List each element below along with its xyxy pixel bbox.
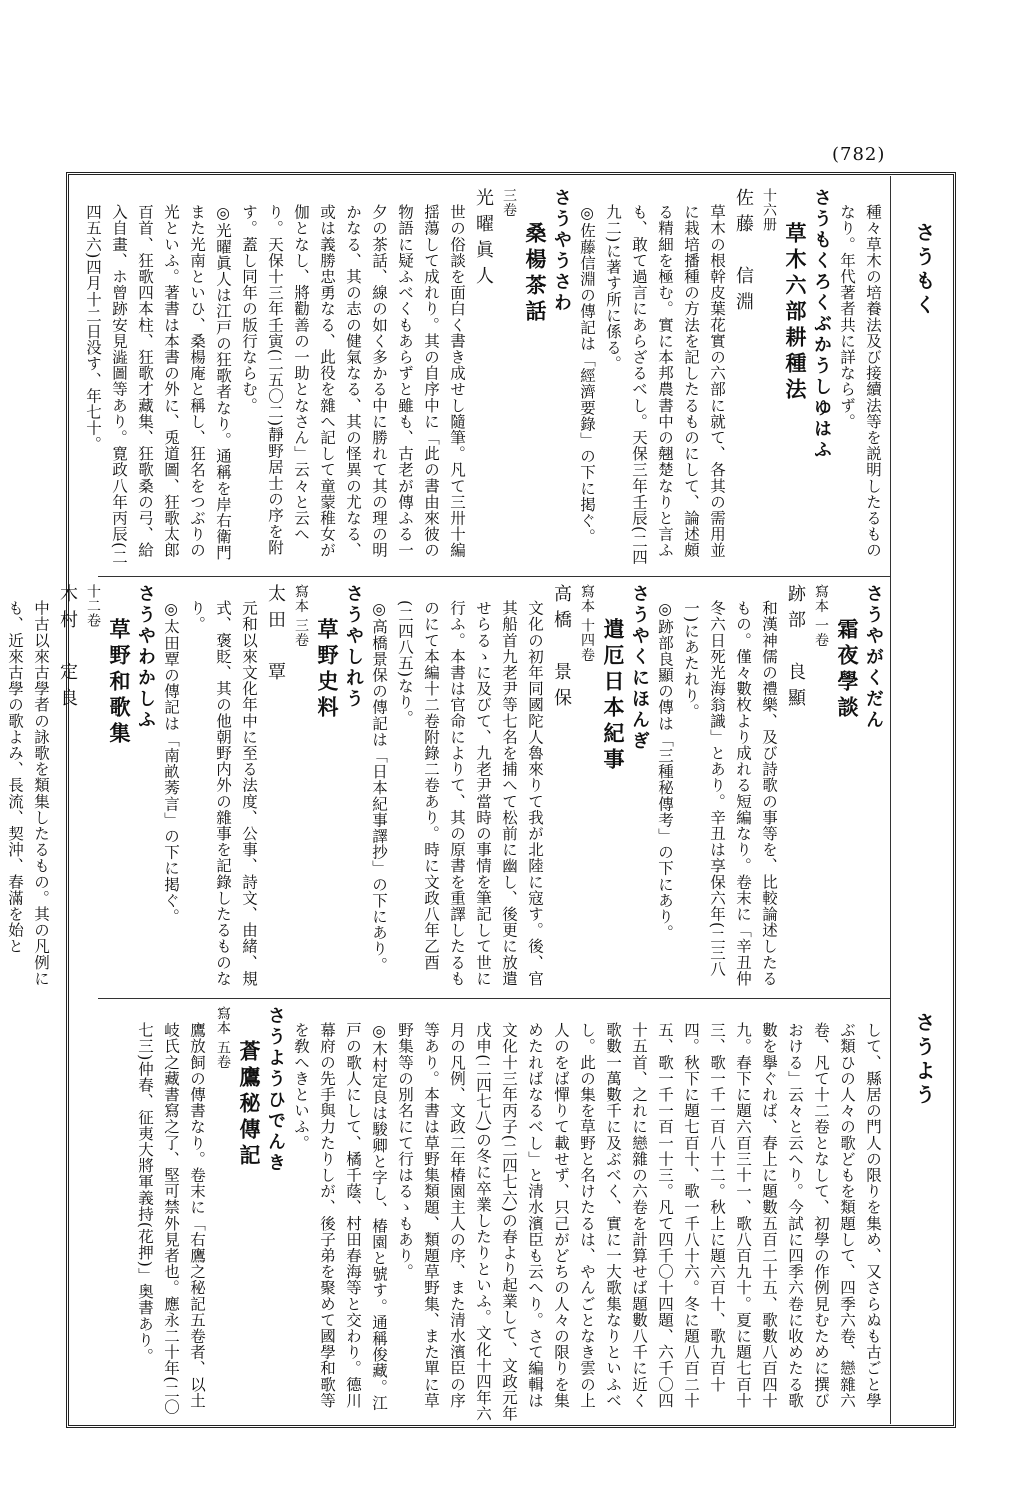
upper-block-text: ◎佐藤信淵の傳記は「經濟要錄」の下に掲ぐ。 <box>578 204 596 545</box>
upper-block-text: ◎光曜眞人は江戸の狂歌者なり。通稱を岸右衛門また光南といひ、桑楊庵と稱し、狂名をつぶりの光といふ。著書は本書の外に、兎道圖、狂歌太郎百首、狂歌四本柱、狂歌才藏集、狂歌桑の弓、給入自畫、ホ曾跡安見澁圖等あり。寛政八年丙辰(二四五六)四月十二日没す、年七十。 <box>84 204 232 565</box>
divider-upper <box>98 576 890 577</box>
lower-block-kana: さうようひでんき <box>265 1006 286 1174</box>
upper-block-text: 種々草木の培養法及び接續法等を説明したるものなり。年代著者共に詳ならず。 <box>838 204 882 559</box>
middle-block <box>6 584 886 992</box>
upper-block-author: 佐藤 信淵 <box>733 188 754 318</box>
middle-block-title: 草野史料 <box>315 618 340 722</box>
middle-block-author: 高橋 景保 <box>551 584 572 714</box>
running-head-top: さうもく <box>912 222 936 318</box>
middle-block-title: 草野和歌集 <box>107 618 132 748</box>
middle-block-text: 元和以來文化年中に至る法度、公事、詩文、由緒、規式、褒貶、其の他朝野内外の雜事を記錄したるものなり。 <box>188 600 258 987</box>
upper-block-vol: 三卷 <box>501 188 517 218</box>
middle-block-kana: さうやがくだん <box>863 584 884 731</box>
lower-block-title: 蒼鷹秘傳記 <box>237 1040 262 1170</box>
lower-block-vol: 寫本 五卷 <box>215 1006 231 1070</box>
upper-block-vol: 十六册 <box>761 188 777 232</box>
middle-block-text: 文化の初年同國陀人魯來りて我が北陸に寇す。後、官其船首九老尹等七名を捕へて松前に幽し、後更に放遣せらるゝに及びて、九老尹當時の事情を筆記して世に行ふ。本書は官命によりて、其の原書を重譯したるものにて本編十二卷附錄二卷あり。時に文政八年乙酉(二四八五)なり。 <box>396 600 544 987</box>
upper-block-kana: さうやうさわ <box>551 188 572 314</box>
middle-block-vol: 寫本 十四卷 <box>579 584 595 663</box>
page-number: (782) <box>832 144 886 165</box>
running-head-bottom: さうよう <box>912 1012 936 1108</box>
middle-block-text: 和漢神儒の禮樂、及び詩歌の事等を、比較論述したるもの。僅々數枚より成れる短編なり。卷末に「辛丑仲冬六日死光海翁識」とあり。辛丑は享保六年(二三八一)にあたれり。 <box>682 600 778 987</box>
lower-block-text: して、縣居の門人の限りを集め、又さらぬも古ごと學ぶ類ひの人々の歌どもを類題して、四季六卷、戀雜六卷、凡て十二卷となして、初學の作例見むために撰びおける」云々と云へり。今試に四季六卷に收めたる歌數を擧ぐれば、春上に題數五百二十五、歌數八百四十九。春下に題六百三十一、歌八百九十。夏に題七百十三、歌一千一百八十二。秋上に題六百十、歌九百十四。秋下に題七百十、歌一千八十六。冬に題八百二十五、歌一千一百一十三。凡て四千〇十四題、六千〇四十五首、之れに戀雜の六卷を計算せば題數八千に近く歌數一萬數千に及ぶべく、實に一大歌集なりといふべし。此の集を草野と名けたるは、やんごとなき雲の上人のをば憚りて載せず、只己がどちの人々の限りを集めたればなるべし」と清水濱臣も云へり。さて編輯は文化十三年丙子(二四七六)の春より起業して、文政元年戊申(二四七八)の冬に卒業したりといふ。文化十四年六月の凡例、文政二年椿園主人の序、また清水濱臣の序等あり。本書は草野集類題、類題草野集、また單に草野集等の別名にて行はるゝもあり。 <box>396 1022 882 1422</box>
upper-block-author: 光曜眞人 <box>473 188 494 292</box>
lower-block-text: ◎木村定良は駿卿と字し、椿園と號す。通稱俊藏。江戸の歌人にして、橘千蔭、村田春海等と交わり。德川幕府の先手與力たりしが、後子弟を聚めて國學和歌等を敎へきといふ。 <box>292 1022 388 1411</box>
lower-block-text: 鷹放飼の傳書なり。卷末に「右鷹之秘記五卷者、以土岐氏之藏書寫之了、堅可禁外見者也。應永二十年(二〇七三)仲春、征夷大將軍義持(花押)」奥書あり。 <box>136 1022 206 1416</box>
middle-block-title: 霜夜學談 <box>835 618 860 722</box>
middle-block-kana: さうやくにほんぎ <box>629 584 650 752</box>
upper-block <box>84 188 886 572</box>
upper-block-kana: さうもくろくぶかうしゆはふ <box>811 188 832 461</box>
middle-block-text: ◎高橋景保の傳記は「日本紀事譯抄」の下にあり。 <box>370 600 388 973</box>
divider-lower <box>98 998 890 999</box>
middle-block-kana: さうやしれう <box>343 584 364 710</box>
upper-block-title: 桑楊茶話 <box>523 222 548 326</box>
upper-block-title: 草木六部耕種法 <box>783 222 808 404</box>
middle-block-text: 中古以來古學者の詠歌を類集したるもの。其の凡例にも、近來古學の歌よみ、長流、契沖、春滿を始と <box>6 600 50 987</box>
middle-block-kana: さうやわかしふ <box>135 584 156 731</box>
middle-block-vol: 寫本 一卷 <box>813 584 829 648</box>
middle-block-text: ◎太田覃の傳記は「南畝莠言」の下に掲ぐ。 <box>162 600 180 925</box>
content-edge-right <box>890 176 891 1424</box>
upper-block-text: 世の俗談を面白く書き成せし隨筆。凡て三卅十編揺蕩して成れり。其の自序中に「此の書由來彼の物語に疑ふべくもあらずと雖も、古老が傳ふる一夕の茶話、線の如く多かる中に勝れて其の理の明かなる、其の志の健氣なる、其の怪異の尤なる、或は義勝忠勇なる、此役を雜へ記して童蒙稚女が伽となし、將勸善の一助となさん」云々と云へり。天保十三年壬寅(二五〇二)靜野居士の序を附す。蓋し同年の版行ならむ。 <box>240 204 466 559</box>
middle-block-author: 跡部 良顯 <box>785 584 806 714</box>
middle-block-author: 木村 定良 <box>57 584 78 714</box>
middle-block-vol: 寫本 三卷 <box>293 584 309 648</box>
middle-block-title: 遣厄日本紀事 <box>601 618 626 774</box>
upper-block-text: 草木の根幹皮葉花實の六部に就て、各其の需用並に栽培播種の方法を記したるものにして、論述頗る精細を極む。實に本邦農書中の翹楚なりと言ふも、敢て過言にあらざるべし。天保三年壬辰(二四九二)に著す所に係る。 <box>604 204 726 565</box>
middle-block-vol: 十二卷 <box>85 584 101 628</box>
lower-block <box>100 1006 886 1422</box>
middle-block-text: ◎跡部良顯の傳は「三種秘傳考」の下にあり。 <box>656 600 674 941</box>
middle-block-author: 太田 覃 <box>265 584 286 688</box>
